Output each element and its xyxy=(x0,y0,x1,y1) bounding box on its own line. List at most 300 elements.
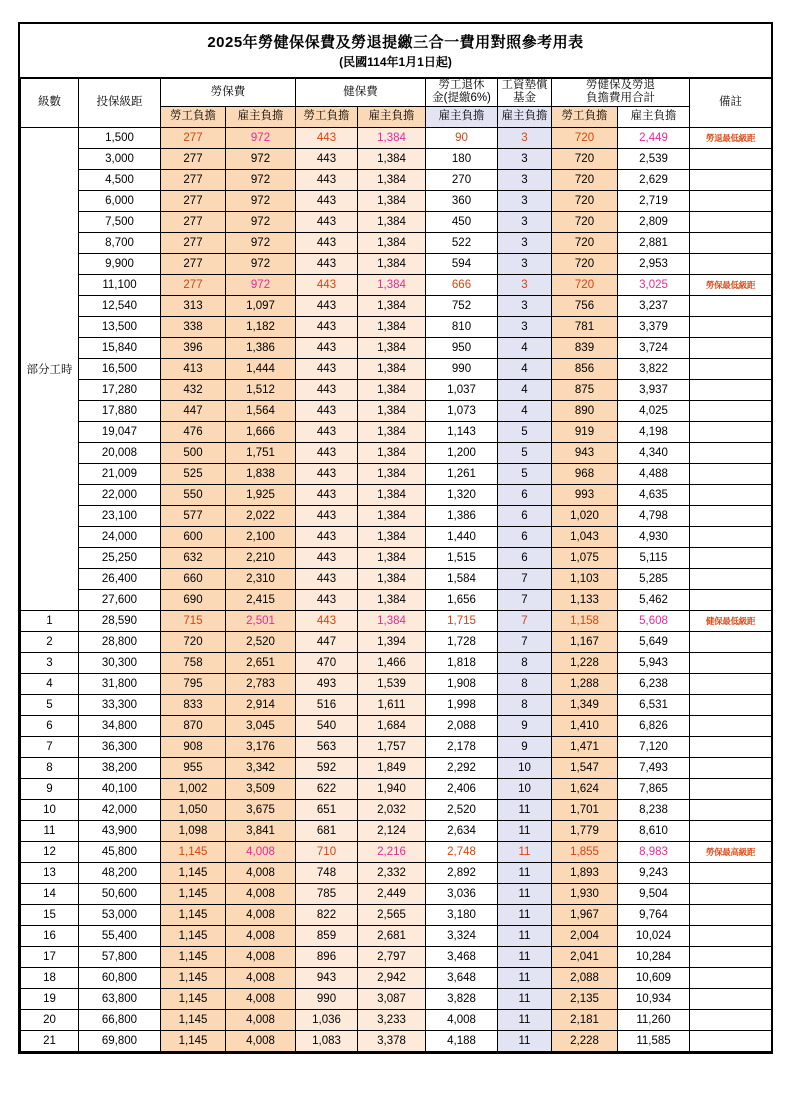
cell-total-employer: 7,865 xyxy=(618,778,690,799)
cell-total-employer: 4,198 xyxy=(618,421,690,442)
cell-labor-employee: 1,145 xyxy=(161,925,226,946)
cell-total-employee: 720 xyxy=(552,274,618,295)
cell-pension-employer: 1,715 xyxy=(426,610,498,631)
header-group-total-line1: 勞健保及勞退 xyxy=(586,79,655,92)
cell-pension-employer: 2,292 xyxy=(426,757,498,778)
cell-health-employee: 443 xyxy=(296,463,358,484)
cell-level: 21 xyxy=(21,1030,79,1051)
cell-labor-employee: 1,098 xyxy=(161,820,226,841)
cell-wagefund-employer: 7 xyxy=(498,610,552,631)
cell-pension-employer: 3,036 xyxy=(426,883,498,904)
cell-health-employer: 1,384 xyxy=(358,379,426,400)
cell-total-employer: 3,724 xyxy=(618,337,690,358)
cell-labor-employee: 715 xyxy=(161,610,226,631)
cell-remark xyxy=(690,526,772,547)
table-row xyxy=(21,211,772,232)
cell-labor-employee: 690 xyxy=(161,589,226,610)
cell-bracket: 40,100 xyxy=(79,778,161,799)
table-row xyxy=(21,841,772,862)
cell-total-employer: 4,488 xyxy=(618,463,690,484)
header-row-groups xyxy=(21,79,772,106)
cell-bracket: 31,800 xyxy=(79,673,161,694)
cell-total-employer: 2,539 xyxy=(618,148,690,169)
cell-total-employer: 6,531 xyxy=(618,694,690,715)
cell-total-employee: 2,135 xyxy=(552,988,618,1009)
cell-total-employee: 1,133 xyxy=(552,589,618,610)
cell-health-employer: 1,384 xyxy=(358,526,426,547)
side-label-part-time: 部分工時 xyxy=(21,127,79,610)
cell-total-employee: 1,043 xyxy=(552,526,618,547)
cell-wagefund-employer: 4 xyxy=(498,358,552,379)
cell-labor-employee: 476 xyxy=(161,421,226,442)
cell-total-employer: 5,608 xyxy=(618,610,690,631)
cell-remark xyxy=(690,799,772,820)
cell-level: 2 xyxy=(21,631,79,652)
cell-level: 12 xyxy=(21,841,79,862)
cell-remark xyxy=(690,295,772,316)
cell-wagefund-employer: 3 xyxy=(498,253,552,274)
cell-pension-employer: 3,324 xyxy=(426,925,498,946)
cell-bracket: 26,400 xyxy=(79,568,161,589)
header-total-employee: 勞工負擔 xyxy=(552,106,618,127)
cell-health-employee: 563 xyxy=(296,736,358,757)
cell-wagefund-employer: 6 xyxy=(498,526,552,547)
cell-labor-employee: 277 xyxy=(161,148,226,169)
cell-health-employer: 1,384 xyxy=(358,589,426,610)
cell-pension-employer: 4,008 xyxy=(426,1009,498,1030)
cell-total-employer: 4,930 xyxy=(618,526,690,547)
cell-health-employee: 443 xyxy=(296,400,358,421)
cell-total-employer: 10,024 xyxy=(618,925,690,946)
cell-pension-employer: 1,440 xyxy=(426,526,498,547)
cell-pension-employer: 1,320 xyxy=(426,484,498,505)
cell-remark xyxy=(690,232,772,253)
cell-remark xyxy=(690,253,772,274)
cell-health-employee: 859 xyxy=(296,925,358,946)
cell-health-employer: 1,384 xyxy=(358,421,426,442)
cell-bracket: 12,540 xyxy=(79,295,161,316)
cell-bracket: 25,250 xyxy=(79,547,161,568)
cell-health-employee: 443 xyxy=(296,274,358,295)
cell-labor-employer: 4,008 xyxy=(226,862,296,883)
header-health-employee: 勞工負擔 xyxy=(296,106,358,127)
cell-total-employer: 10,934 xyxy=(618,988,690,1009)
cell-labor-employer: 1,751 xyxy=(226,442,296,463)
cell-pension-employer: 360 xyxy=(426,190,498,211)
cell-health-employee: 443 xyxy=(296,379,358,400)
cell-pension-employer: 2,520 xyxy=(426,799,498,820)
cell-total-employee: 1,624 xyxy=(552,778,618,799)
cell-pension-employer: 2,406 xyxy=(426,778,498,799)
table-row xyxy=(21,568,772,589)
cell-total-employee: 856 xyxy=(552,358,618,379)
cell-labor-employer: 2,914 xyxy=(226,694,296,715)
table-row xyxy=(21,757,772,778)
cell-remark xyxy=(690,589,772,610)
cell-remark xyxy=(690,883,772,904)
cell-health-employee: 1,036 xyxy=(296,1009,358,1030)
cell-labor-employer: 972 xyxy=(226,211,296,232)
table-row xyxy=(21,190,772,211)
cell-total-employer: 2,809 xyxy=(618,211,690,232)
cell-pension-employer: 1,908 xyxy=(426,673,498,694)
cell-bracket: 23,100 xyxy=(79,505,161,526)
cell-remark xyxy=(690,337,772,358)
cell-health-employer: 1,384 xyxy=(358,505,426,526)
table-header xyxy=(21,79,772,127)
cell-labor-employee: 1,145 xyxy=(161,1030,226,1051)
cell-health-employee: 443 xyxy=(296,337,358,358)
header-pension-employer: 雇主負擔 xyxy=(426,106,498,127)
cell-health-employee: 443 xyxy=(296,295,358,316)
table-row xyxy=(21,379,772,400)
cell-wagefund-employer: 7 xyxy=(498,589,552,610)
cell-total-employer: 3,822 xyxy=(618,358,690,379)
cell-health-employee: 540 xyxy=(296,715,358,736)
table-row xyxy=(21,463,772,484)
cell-total-employer: 3,379 xyxy=(618,316,690,337)
cell-total-employee: 1,158 xyxy=(552,610,618,631)
cell-remark xyxy=(690,463,772,484)
cell-total-employee: 781 xyxy=(552,316,618,337)
cell-labor-employer: 2,520 xyxy=(226,631,296,652)
cell-labor-employer: 1,838 xyxy=(226,463,296,484)
cell-total-employer: 7,120 xyxy=(618,736,690,757)
cell-health-employee: 443 xyxy=(296,169,358,190)
cell-wagefund-employer: 5 xyxy=(498,442,552,463)
cell-bracket: 55,400 xyxy=(79,925,161,946)
cell-labor-employee: 1,002 xyxy=(161,778,226,799)
cell-wagefund-employer: 11 xyxy=(498,904,552,925)
cell-remark xyxy=(690,547,772,568)
cell-bracket: 48,200 xyxy=(79,862,161,883)
cell-labor-employer: 3,841 xyxy=(226,820,296,841)
cell-total-employee: 1,855 xyxy=(552,841,618,862)
table-row xyxy=(21,421,772,442)
table-row xyxy=(21,967,772,988)
cell-level: 13 xyxy=(21,862,79,883)
cell-total-employee: 1,288 xyxy=(552,673,618,694)
cell-wagefund-employer: 3 xyxy=(498,232,552,253)
cell-health-employer: 1,384 xyxy=(358,127,426,148)
cell-total-employer: 10,609 xyxy=(618,967,690,988)
cell-wagefund-employer: 9 xyxy=(498,715,552,736)
cell-wagefund-employer: 3 xyxy=(498,211,552,232)
cell-total-employer: 8,238 xyxy=(618,799,690,820)
cell-health-employee: 443 xyxy=(296,316,358,337)
cell-bracket: 45,800 xyxy=(79,841,161,862)
cell-health-employee: 990 xyxy=(296,988,358,1009)
cell-health-employer: 1,466 xyxy=(358,652,426,673)
cell-labor-employee: 600 xyxy=(161,526,226,547)
cell-wagefund-employer: 6 xyxy=(498,505,552,526)
cell-pension-employer: 522 xyxy=(426,232,498,253)
cell-bracket: 42,000 xyxy=(79,799,161,820)
cell-health-employee: 443 xyxy=(296,442,358,463)
cell-bracket: 53,000 xyxy=(79,904,161,925)
cell-remark xyxy=(690,841,772,862)
cell-bracket: 50,600 xyxy=(79,883,161,904)
table-row xyxy=(21,505,772,526)
cell-wagefund-employer: 11 xyxy=(498,841,552,862)
cell-wagefund-employer: 4 xyxy=(498,400,552,421)
cell-health-employee: 943 xyxy=(296,967,358,988)
cell-labor-employer: 3,045 xyxy=(226,715,296,736)
cell-bracket: 9,900 xyxy=(79,253,161,274)
cell-pension-employer: 90 xyxy=(426,127,498,148)
table-row xyxy=(21,547,772,568)
header-wagefund-employer: 雇主負擔 xyxy=(498,106,552,127)
cell-health-employer: 2,332 xyxy=(358,862,426,883)
premium-table xyxy=(20,78,772,1051)
cell-pension-employer: 594 xyxy=(426,253,498,274)
cell-wagefund-employer: 4 xyxy=(498,379,552,400)
cell-labor-employee: 277 xyxy=(161,211,226,232)
cell-remark xyxy=(690,1030,772,1051)
cell-wagefund-employer: 11 xyxy=(498,988,552,1009)
cell-wagefund-employer: 8 xyxy=(498,673,552,694)
cell-health-employer: 1,384 xyxy=(358,169,426,190)
cell-health-employer: 1,384 xyxy=(358,337,426,358)
cell-labor-employer: 2,783 xyxy=(226,673,296,694)
cell-pension-employer: 4,188 xyxy=(426,1030,498,1051)
cell-labor-employer: 1,097 xyxy=(226,295,296,316)
cell-total-employee: 1,547 xyxy=(552,757,618,778)
cell-level: 3 xyxy=(21,652,79,673)
cell-labor-employee: 447 xyxy=(161,400,226,421)
cell-labor-employer: 4,008 xyxy=(226,967,296,988)
cell-pension-employer: 666 xyxy=(426,274,498,295)
cell-labor-employer: 4,008 xyxy=(226,904,296,925)
table-row xyxy=(21,127,772,148)
cell-labor-employee: 908 xyxy=(161,736,226,757)
cell-total-employer: 9,764 xyxy=(618,904,690,925)
cell-health-employer: 1,384 xyxy=(358,568,426,589)
cell-bracket: 69,800 xyxy=(79,1030,161,1051)
cell-health-employee: 592 xyxy=(296,757,358,778)
table-row xyxy=(21,232,772,253)
header-health-employer: 雇主負擔 xyxy=(358,106,426,127)
cell-wagefund-employer: 11 xyxy=(498,1030,552,1051)
cell-labor-employer: 3,342 xyxy=(226,757,296,778)
cell-total-employer: 9,504 xyxy=(618,883,690,904)
cell-total-employer: 2,881 xyxy=(618,232,690,253)
cell-health-employee: 785 xyxy=(296,883,358,904)
cell-level: 17 xyxy=(21,946,79,967)
cell-total-employer: 9,243 xyxy=(618,862,690,883)
cell-level: 11 xyxy=(21,820,79,841)
cell-bracket: 3,000 xyxy=(79,148,161,169)
cell-bracket: 22,000 xyxy=(79,484,161,505)
cell-health-employer: 1,384 xyxy=(358,358,426,379)
cell-bracket: 28,800 xyxy=(79,631,161,652)
cell-health-employer: 3,378 xyxy=(358,1030,426,1051)
cell-wagefund-employer: 11 xyxy=(498,967,552,988)
cell-level: 6 xyxy=(21,715,79,736)
cell-labor-employee: 833 xyxy=(161,694,226,715)
cell-level: 1 xyxy=(21,610,79,631)
cell-bracket: 30,300 xyxy=(79,652,161,673)
cell-labor-employee: 720 xyxy=(161,631,226,652)
cell-bracket: 36,300 xyxy=(79,736,161,757)
cell-labor-employee: 277 xyxy=(161,190,226,211)
cell-health-employer: 1,384 xyxy=(358,442,426,463)
cell-labor-employer: 4,008 xyxy=(226,988,296,1009)
cell-total-employer: 5,115 xyxy=(618,547,690,568)
cell-health-employer: 1,384 xyxy=(358,253,426,274)
cell-health-employer: 2,565 xyxy=(358,904,426,925)
cell-health-employee: 516 xyxy=(296,694,358,715)
cell-total-employee: 943 xyxy=(552,442,618,463)
cell-labor-employee: 758 xyxy=(161,652,226,673)
cell-wagefund-employer: 8 xyxy=(498,694,552,715)
cell-remark xyxy=(690,904,772,925)
cell-wagefund-employer: 7 xyxy=(498,568,552,589)
cell-total-employer: 2,629 xyxy=(618,169,690,190)
cell-bracket: 38,200 xyxy=(79,757,161,778)
cell-bracket: 17,880 xyxy=(79,400,161,421)
cell-total-employer: 4,798 xyxy=(618,505,690,526)
cell-remark xyxy=(690,673,772,694)
table-row xyxy=(21,148,772,169)
cell-total-employer: 6,238 xyxy=(618,673,690,694)
cell-total-employer: 2,953 xyxy=(618,253,690,274)
cell-remark xyxy=(690,610,772,631)
cell-bracket: 13,500 xyxy=(79,316,161,337)
cell-total-employee: 2,181 xyxy=(552,1009,618,1030)
cell-labor-employer: 2,501 xyxy=(226,610,296,631)
cell-labor-employee: 1,145 xyxy=(161,883,226,904)
cell-health-employee: 1,083 xyxy=(296,1030,358,1051)
cell-wagefund-employer: 10 xyxy=(498,757,552,778)
cell-health-employee: 443 xyxy=(296,547,358,568)
cell-total-employee: 1,967 xyxy=(552,904,618,925)
cell-total-employee: 1,349 xyxy=(552,694,618,715)
cell-level: 20 xyxy=(21,1009,79,1030)
cell-bracket: 43,900 xyxy=(79,820,161,841)
cell-labor-employer: 972 xyxy=(226,232,296,253)
cell-remark xyxy=(690,988,772,1009)
cell-labor-employee: 277 xyxy=(161,274,226,295)
cell-health-employer: 2,216 xyxy=(358,841,426,862)
cell-health-employee: 443 xyxy=(296,505,358,526)
cell-labor-employee: 1,145 xyxy=(161,988,226,1009)
table-row xyxy=(21,946,772,967)
cell-pension-employer: 1,200 xyxy=(426,442,498,463)
table-row xyxy=(21,316,772,337)
cell-health-employer: 1,384 xyxy=(358,232,426,253)
cell-health-employer: 1,940 xyxy=(358,778,426,799)
cell-total-employee: 720 xyxy=(552,190,618,211)
cell-pension-employer: 3,180 xyxy=(426,904,498,925)
cell-health-employee: 443 xyxy=(296,421,358,442)
header-remark: 備註 xyxy=(690,79,772,127)
table-row xyxy=(21,799,772,820)
cell-health-employer: 1,611 xyxy=(358,694,426,715)
cell-remark xyxy=(690,442,772,463)
cell-total-employer: 2,719 xyxy=(618,190,690,211)
cell-wagefund-employer: 10 xyxy=(498,778,552,799)
cell-pension-employer: 1,261 xyxy=(426,463,498,484)
cell-labor-employer: 2,210 xyxy=(226,547,296,568)
cell-level: 9 xyxy=(21,778,79,799)
cell-labor-employee: 870 xyxy=(161,715,226,736)
cell-total-employer: 3,937 xyxy=(618,379,690,400)
cell-total-employee: 919 xyxy=(552,421,618,442)
cell-wagefund-employer: 4 xyxy=(498,337,552,358)
cell-wagefund-employer: 11 xyxy=(498,862,552,883)
cell-labor-employer: 972 xyxy=(226,253,296,274)
cell-labor-employer: 972 xyxy=(226,169,296,190)
table-row xyxy=(21,1009,772,1030)
cell-pension-employer: 1,818 xyxy=(426,652,498,673)
cell-wagefund-employer: 5 xyxy=(498,421,552,442)
cell-health-employee: 443 xyxy=(296,358,358,379)
cell-labor-employer: 972 xyxy=(226,190,296,211)
cell-labor-employee: 660 xyxy=(161,568,226,589)
table-row xyxy=(21,673,772,694)
cell-health-employer: 2,942 xyxy=(358,967,426,988)
cell-level: 18 xyxy=(21,967,79,988)
cell-bracket: 15,840 xyxy=(79,337,161,358)
cell-total-employer: 5,462 xyxy=(618,589,690,610)
table-body xyxy=(21,127,772,1051)
cell-health-employer: 1,384 xyxy=(358,484,426,505)
cell-bracket: 63,800 xyxy=(79,988,161,1009)
cell-health-employer: 1,849 xyxy=(358,757,426,778)
cell-health-employer: 1,539 xyxy=(358,673,426,694)
cell-wagefund-employer: 8 xyxy=(498,652,552,673)
cell-pension-employer: 990 xyxy=(426,358,498,379)
cell-remark xyxy=(690,148,772,169)
cell-total-employee: 720 xyxy=(552,169,618,190)
header-group-pension xyxy=(426,79,498,106)
header-labor-employer: 雇主負擔 xyxy=(226,106,296,127)
cell-pension-employer: 950 xyxy=(426,337,498,358)
cell-level: 4 xyxy=(21,673,79,694)
cell-health-employer: 2,449 xyxy=(358,883,426,904)
cell-total-employee: 2,041 xyxy=(552,946,618,967)
cell-labor-employer: 4,008 xyxy=(226,883,296,904)
cell-total-employee: 968 xyxy=(552,463,618,484)
cell-labor-employee: 277 xyxy=(161,253,226,274)
table-row xyxy=(21,694,772,715)
table-row xyxy=(21,274,772,295)
table-row xyxy=(21,736,772,757)
cell-health-employee: 748 xyxy=(296,862,358,883)
table-row xyxy=(21,820,772,841)
cell-total-employee: 2,088 xyxy=(552,967,618,988)
cell-total-employee: 1,167 xyxy=(552,631,618,652)
cell-health-employer: 1,384 xyxy=(358,400,426,421)
cell-pension-employer: 1,728 xyxy=(426,631,498,652)
cell-remark xyxy=(690,694,772,715)
cell-pension-employer: 3,648 xyxy=(426,967,498,988)
table-row xyxy=(21,778,772,799)
table-row xyxy=(21,442,772,463)
cell-remark xyxy=(690,505,772,526)
cell-bracket: 66,800 xyxy=(79,1009,161,1030)
cell-pension-employer: 1,037 xyxy=(426,379,498,400)
table-row xyxy=(21,358,772,379)
cell-labor-employer: 2,310 xyxy=(226,568,296,589)
cell-level: 15 xyxy=(21,904,79,925)
cell-labor-employer: 4,008 xyxy=(226,1030,296,1051)
cell-labor-employer: 1,512 xyxy=(226,379,296,400)
cell-pension-employer: 752 xyxy=(426,295,498,316)
cell-remark xyxy=(690,820,772,841)
cell-total-employer: 2,449 xyxy=(618,127,690,148)
